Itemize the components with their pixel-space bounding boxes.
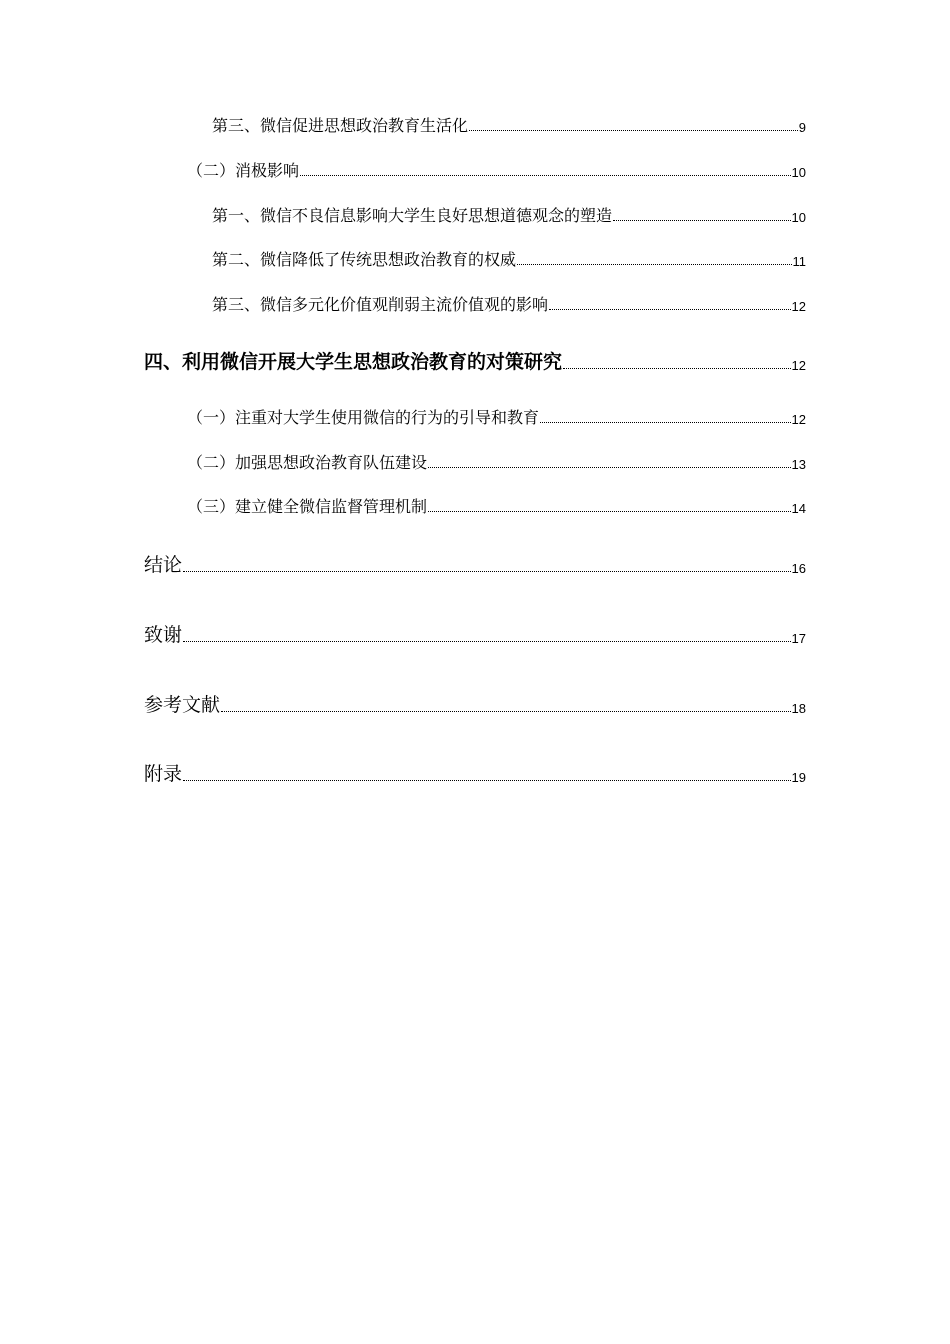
dot-leader bbox=[183, 570, 791, 572]
toc-entry-page: 19 bbox=[791, 770, 806, 785]
toc-entry[interactable] bbox=[187, 453, 806, 473]
toc-entry-title: （三）建立健全微信监督管理机制 bbox=[187, 497, 428, 516]
toc-entry-title: 第二、微信降低了传统思想政治教育的权威 bbox=[212, 250, 517, 269]
dot-leader bbox=[469, 129, 798, 131]
toc-entry-title: 参考文献 bbox=[144, 694, 221, 716]
toc-entry-title: 附录 bbox=[144, 763, 183, 785]
dot-leader bbox=[221, 710, 791, 712]
toc-entry-title: 四、利用微信开展大学生思想政治教育的对策研究 bbox=[144, 351, 563, 373]
dot-leader bbox=[183, 779, 791, 781]
toc-entry-title: 致谢 bbox=[144, 624, 183, 646]
toc-entry-title: 结论 bbox=[144, 554, 183, 576]
toc-entry-page: 11 bbox=[792, 254, 806, 269]
dot-leader bbox=[613, 219, 791, 221]
toc-entry[interactable] bbox=[212, 206, 806, 226]
dot-leader bbox=[540, 421, 791, 423]
dot-leader bbox=[428, 510, 791, 512]
toc-entry-title: 第三、微信促进思想政治教育生活化 bbox=[212, 116, 469, 135]
toc-entry[interactable] bbox=[187, 497, 806, 517]
toc-entry[interactable] bbox=[212, 250, 806, 270]
toc-entry[interactable] bbox=[144, 350, 806, 374]
toc-entry-page: 16 bbox=[791, 561, 806, 576]
toc-entry-title: （二）消极影响 bbox=[187, 161, 300, 180]
toc-entry-page: 17 bbox=[791, 631, 806, 646]
toc-entry-page: 12 bbox=[791, 358, 806, 373]
toc-entry[interactable] bbox=[212, 295, 806, 315]
toc-entry[interactable] bbox=[187, 161, 806, 181]
toc-entry-page: 12 bbox=[791, 412, 806, 427]
toc-entry[interactable] bbox=[144, 762, 806, 786]
toc-entry-page: 9 bbox=[798, 120, 806, 135]
toc-entry-page: 13 bbox=[791, 457, 806, 472]
toc-entry-title: （二）加强思想政治教育队伍建设 bbox=[187, 453, 428, 472]
dot-leader bbox=[300, 174, 791, 176]
toc-entry-page: 12 bbox=[791, 299, 806, 314]
toc-entry[interactable] bbox=[144, 623, 806, 647]
toc-entry-page: 10 bbox=[791, 165, 806, 180]
dot-leader bbox=[428, 466, 791, 468]
toc-entry-title: 第一、微信不良信息影响大学生良好思想道德观念的塑造 bbox=[212, 206, 613, 225]
toc-entry[interactable] bbox=[144, 693, 806, 717]
toc-entry-page: 10 bbox=[791, 210, 806, 225]
toc-entry[interactable] bbox=[212, 116, 806, 136]
dot-leader bbox=[549, 308, 791, 310]
toc-entry[interactable] bbox=[187, 408, 806, 428]
toc-entry-page: 18 bbox=[791, 701, 806, 716]
dot-leader bbox=[183, 640, 791, 642]
toc-entry[interactable] bbox=[144, 553, 806, 577]
toc-entry-page: 14 bbox=[791, 501, 806, 516]
toc-entry-title: 第三、微信多元化价值观削弱主流价值观的影响 bbox=[212, 295, 549, 314]
toc-entry-title: （一）注重对大学生使用微信的行为的引导和教育 bbox=[187, 408, 540, 427]
dot-leader bbox=[563, 367, 791, 369]
dot-leader bbox=[517, 263, 791, 265]
